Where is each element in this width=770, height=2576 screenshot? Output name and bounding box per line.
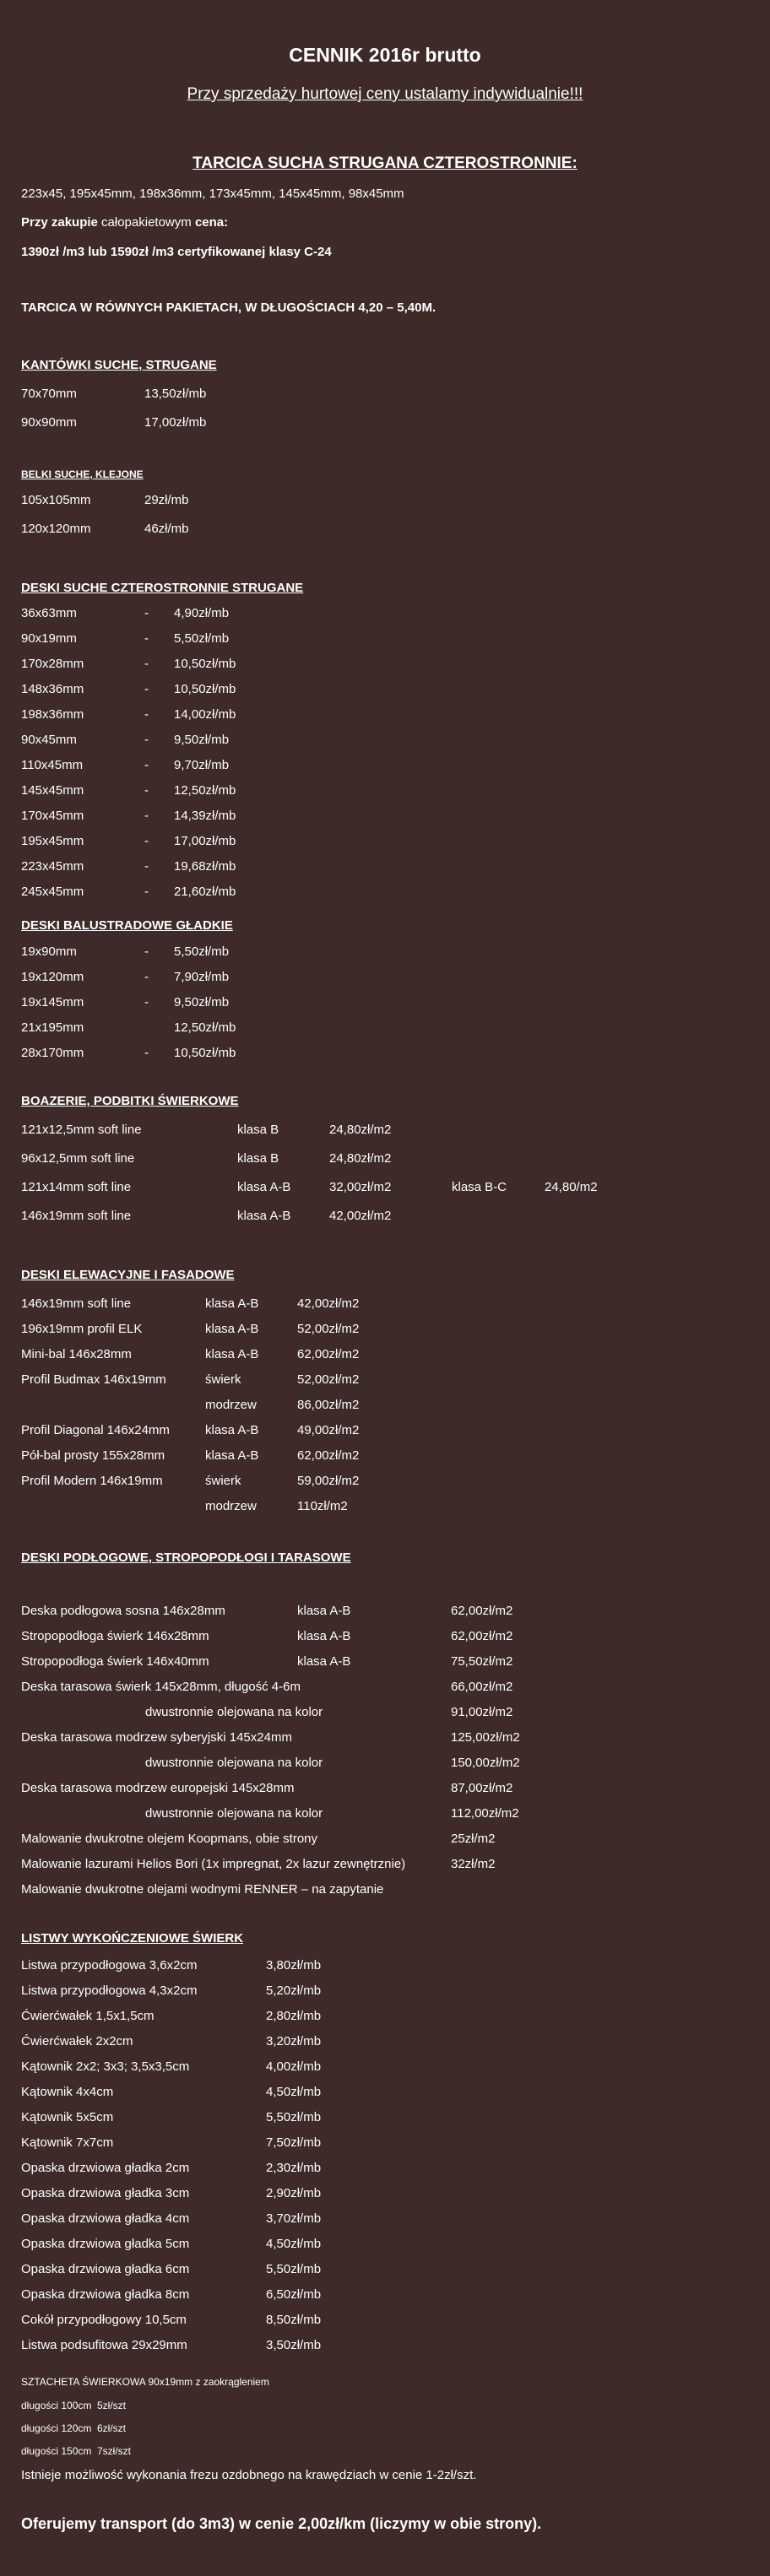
podlogowe-row-name: Malowanie dwukrotne olejami wodnymi RENNER – na zapytanie — [21, 1882, 384, 1897]
deski-suche-row-dash: - — [144, 733, 149, 747]
listwy-row-name: Kątownik 7x7cm — [21, 2135, 114, 2150]
elewacyjne-row-price: 86,00zł/m2 — [297, 1398, 360, 1412]
boazerie-row-klasa: klasa A-B — [237, 1180, 291, 1194]
balustradowe-row-dash: - — [144, 944, 149, 959]
deski-suche-row-size: 245x45mm — [21, 885, 84, 899]
sztacheta-row-name: długości 120cm — [21, 2422, 92, 2434]
deski-suche-row-dash: - — [144, 859, 149, 874]
deski-suche-heading: DESKI SUCHE CZTEROSTRONNIE STRUGANE — [21, 581, 304, 595]
podlogowe-row-klasa: klasa A-B — [297, 1654, 351, 1669]
elewacyjne-row-price: 62,00zł/m2 — [297, 1448, 360, 1463]
sztacheta-heading: SZTACHETA ŚWIERKOWA 90x19mm z zaokrągleniem — [21, 2376, 269, 2388]
deski-suche-row-price: 21,60zł/mb — [174, 885, 236, 899]
podlogowe-row-price: 112,00zł/m2 — [451, 1806, 519, 1821]
elewacyjne-row-price: 59,00zł/m2 — [297, 1474, 360, 1488]
deski-suche-row-dash: - — [144, 885, 149, 899]
deski-suche-row-dash: - — [144, 606, 149, 620]
listwy-row-name: Listwa podsufitowa 29x29mm — [21, 2338, 187, 2352]
deski-suche-row-dash: - — [144, 707, 149, 722]
sztacheta-note: Istnieje możliwość wykonania frezu ozdobnego na krawędziach w cenie 1-2zł/szt. — [21, 2468, 477, 2482]
deski-suche-row-size: 90x45mm — [21, 733, 77, 747]
balustradowe-row-price: 12,50zł/mb — [174, 1020, 236, 1035]
kantowki-row-size: 70x70mm — [21, 387, 77, 401]
listwy-row-price: 3,70zł/mb — [266, 2211, 322, 2226]
deski-suche-row-size: 198x36mm — [21, 707, 84, 722]
boazerie-row-name: 121x12,5mm soft line — [21, 1123, 142, 1137]
listwy-row-price: 5,50zł/mb — [266, 2262, 322, 2276]
sztacheta-row-name: długości 100cm — [21, 2400, 92, 2411]
podlogowe-row-price: 125,00zł/m2 — [451, 1730, 520, 1745]
kantowki-row-size: 90x90mm — [21, 415, 77, 430]
podlogowe-row-klasa: klasa A-B — [297, 1629, 351, 1643]
transport-note: Oferujemy transport (do 3m3) w cenie 2,00zł/km (liczymy w obie strony). — [21, 2515, 542, 2532]
podlogowe-row-price: 75,50zł/m2 — [451, 1654, 513, 1669]
tarcica-price-line: 1390zł /m3 lub 1590zł /m3 certyfikowanej klasy C-24 — [21, 245, 332, 259]
boazerie-row-price: 24,80zł/m2 — [329, 1123, 392, 1137]
tarcica-zakupie — [21, 215, 228, 230]
elewacyjne-row-price: 42,00zł/m2 — [297, 1296, 360, 1311]
deski-suche-row-price: 10,50zł/mb — [174, 682, 236, 696]
elewacyjne-row-klasa: klasa A-B — [205, 1347, 259, 1361]
podlogowe-row-price: 87,00zł/m2 — [451, 1781, 513, 1795]
deski-suche-row-price: 17,00zł/mb — [174, 834, 236, 848]
listwy-row-price: 3,50zł/mb — [266, 2338, 322, 2352]
deski-suche-row-dash: - — [144, 657, 149, 671]
listwy-row-name: Kątownik 5x5cm — [21, 2110, 114, 2124]
podlogowe-row-name: Stropopodłoga świerk 146x28mm — [21, 1629, 209, 1643]
listwy-row-price: 8,50zł/mb — [266, 2313, 322, 2327]
balustradowe-row-size: 28x170mm — [21, 1046, 84, 1060]
podlogowe-row-name: Deska tarasowa świerk 145x28mm, długość 4-6m — [21, 1680, 301, 1694]
balustradowe-row-size: 19x145mm — [21, 995, 84, 1009]
elewacyjne-row-klasa: świerk — [205, 1372, 241, 1387]
podlogowe-row-price: 66,00zł/m2 — [451, 1680, 513, 1694]
deski-suche-row-size: 110x45mm — [21, 758, 84, 772]
listwy-heading: LISTWY WYKOŃCZENIOWE ŚWIERK — [21, 1931, 244, 1946]
deski-suche-row-size: 170x45mm — [21, 809, 84, 823]
zakupie-bold-2: cena: — [194, 215, 229, 230]
elewacyjne-row-klasa: klasa A-B — [205, 1423, 259, 1437]
listwy-row-price: 4,00zł/mb — [266, 2059, 322, 2074]
podlogowe-row-name: dwustronnie olejowana na kolor — [145, 1705, 323, 1719]
balustradowe-row-price: 9,50zł/mb — [174, 995, 230, 1009]
podlogowe-row-price: 32zł/m2 — [451, 1857, 496, 1871]
elewacyjne-row-klasa: świerk — [205, 1474, 241, 1488]
sztacheta-row-price: 6zł/szt — [97, 2422, 127, 2434]
deski-suche-row-size: 90x19mm — [21, 631, 77, 646]
sztacheta-row-name: długości 150cm — [21, 2445, 92, 2457]
podlogowe-row-klasa: klasa A-B — [297, 1604, 351, 1618]
boazerie-row-price: 32,00zł/m2 — [329, 1180, 392, 1194]
boazerie-row-name: 121x14mm soft line — [21, 1180, 132, 1194]
listwy-row-price: 2,80zł/mb — [266, 2009, 322, 2023]
podlogowe-row-name: Deska tarasowa modrzew europejski 145x28mm — [21, 1781, 295, 1795]
podlogowe-row-price: 62,00zł/m2 — [451, 1629, 513, 1643]
listwy-row-price: 4,50zł/mb — [266, 2237, 322, 2251]
balustradowe-row-price: 10,50zł/mb — [174, 1046, 236, 1060]
listwy-row-name: Opaska drzwiowa gładka 4cm — [21, 2211, 190, 2226]
listwy-row-price: 6,50zł/mb — [266, 2287, 322, 2302]
deski-suche-row-price: 10,50zł/mb — [174, 657, 236, 671]
listwy-row-price: 2,90zł/mb — [266, 2186, 322, 2200]
podlogowe-row-price: 62,00zł/m2 — [451, 1604, 513, 1618]
deski-suche-row-size: 170x28mm — [21, 657, 84, 671]
podlogowe-row-name: Malowanie lazurami Helios Bori (1x impregnat, 2x lazur zewnętrznie) — [21, 1857, 406, 1871]
boazerie-row-klasa2: klasa B-C — [452, 1180, 507, 1194]
listwy-row-price: 7,50zł/mb — [266, 2135, 322, 2150]
podlogowe-row-name: dwustronnie olejowana na kolor — [145, 1806, 323, 1821]
listwy-row-name: Kątownik 4x4cm — [21, 2085, 114, 2099]
elewacyjne-row-klasa: klasa A-B — [205, 1448, 259, 1463]
elewacyjne-row-name: Profil Diagonal 146x24mm — [21, 1423, 170, 1437]
listwy-row-name: Opaska drzwiowa gładka 5cm — [21, 2237, 190, 2251]
balustradowe-heading: DESKI BALUSTRADOWE GŁADKIE — [21, 918, 233, 933]
listwy-row-price: 5,50zł/mb — [266, 2110, 322, 2124]
deski-suche-row-dash: - — [144, 758, 149, 772]
deski-suche-row-price: 14,39zł/mb — [174, 809, 236, 823]
listwy-row-name: Kątownik 2x2; 3x3; 3,5x3,5cm — [21, 2059, 190, 2074]
balustradowe-row-dash: - — [144, 1046, 149, 1060]
listwy-row-name: Listwa przypodłogowa 4,3x2cm — [21, 1983, 198, 1998]
boazerie-row-klasa: klasa B — [237, 1123, 279, 1137]
boazerie-row-klasa: klasa B — [237, 1151, 279, 1166]
belki-row-size: 105x105mm — [21, 493, 91, 507]
deski-suche-row-dash: - — [144, 682, 149, 696]
tarcica-sizes: 223x45, 195x45mm, 198x36mm, 173x45mm, 145x45mm, 98x45mm — [21, 187, 404, 201]
elewacyjne-row-name: 146x19mm soft line — [21, 1296, 132, 1311]
belki-row-price: 29zł/mb — [144, 493, 189, 507]
deski-suche-row-size: 195x45mm — [21, 834, 84, 848]
balustradowe-row-size: 19x90mm — [21, 944, 77, 959]
podlogowe-row-price: 91,00zł/m2 — [451, 1705, 513, 1719]
podlogowe-row-name: Malowanie dwukrotne olejem Koopmans, obie strony — [21, 1832, 318, 1846]
sztacheta-row-price: 7szł/szt — [97, 2445, 132, 2457]
elewacyjne-row-klasa: modrzew — [205, 1398, 257, 1412]
kantowki-row-price: 13,50zł/mb — [144, 387, 207, 401]
balustradowe-row-dash: - — [144, 995, 149, 1009]
elewacyjne-row-klasa: klasa A-B — [205, 1296, 259, 1311]
listwy-row-name: Listwa przypodłogowa 3,6x2cm — [21, 1958, 198, 1973]
balustradowe-row-size: 21x195mm — [21, 1020, 84, 1035]
listwy-row-name: Cokół przypodłogowy 10,5cm — [21, 2313, 187, 2327]
deski-suche-row-size: 36x63mm — [21, 606, 77, 620]
boazerie-row-name: 146x19mm soft line — [21, 1209, 132, 1223]
listwy-row-name: Ćwierćwałek 2x2cm — [21, 2034, 133, 2048]
listwy-row-price: 3,20zł/mb — [266, 2034, 322, 2048]
deski-suche-row-price: 4,90zł/mb — [174, 606, 230, 620]
listwy-row-name: Ćwierćwałek 1,5x1,5cm — [21, 2009, 155, 2023]
listwy-row-name: Opaska drzwiowa gładka 8cm — [21, 2287, 190, 2302]
elewacyjne-heading: DESKI ELEWACYJNE I FASADOWE — [21, 1268, 235, 1282]
elewacyjne-row-price: 49,00zł/m2 — [297, 1423, 360, 1437]
listwy-row-price: 4,50zł/mb — [266, 2085, 322, 2099]
page-subtitle: Przy sprzedaży hurtowej ceny ustalamy indywidualnie!!! — [187, 85, 583, 103]
deski-suche-row-dash: - — [144, 631, 149, 646]
tarcica-heading: TARCICA SUCHA STRUGANA CZTEROSTRONNIE: — [192, 154, 578, 172]
sztacheta-row-price: 5zł/szt — [97, 2400, 127, 2411]
deski-suche-row-price: 9,50zł/mb — [174, 733, 230, 747]
elewacyjne-row-name: 196x19mm profil ELK — [21, 1322, 143, 1336]
boazerie-row-price: 42,00zł/m2 — [329, 1209, 392, 1223]
podlogowe-row-price: 150,00zł/m2 — [451, 1756, 520, 1770]
deski-suche-row-size: 148x36mm — [21, 682, 84, 696]
listwy-row-price: 5,20zł/mb — [266, 1983, 322, 1998]
zakupie-normal: całopakietowym — [97, 215, 195, 230]
elewacyjne-row-name: Mini-bal 146x28mm — [21, 1347, 132, 1361]
listwy-row-name: Opaska drzwiowa gładka 6cm — [21, 2262, 190, 2276]
podlogowe-row-name: Stropopodłoga świerk 146x40mm — [21, 1654, 209, 1669]
elewacyjne-row-price: 62,00zł/m2 — [297, 1347, 360, 1361]
belki-heading: BELKI SUCHE, KLEJONE — [21, 468, 144, 480]
elewacyjne-row-klasa: modrzew — [205, 1499, 257, 1513]
deski-suche-row-size: 223x45mm — [21, 859, 84, 874]
balustradowe-row-price: 5,50zł/mb — [174, 944, 230, 959]
listwy-row-price: 2,30zł/mb — [266, 2161, 322, 2175]
elewacyjne-row-klasa: klasa A-B — [205, 1322, 259, 1336]
deski-suche-row-dash: - — [144, 809, 149, 823]
elewacyjne-row-name: Pół-bal prosty 155x28mm — [21, 1448, 165, 1463]
boazerie-heading: BOAZERIE, PODBITKI ŚWIERKOWE — [21, 1094, 239, 1108]
tarcica-pakiety: TARCICA W RÓWNYCH PAKIETACH, W DŁUGOŚCIACH 4,20 – 5,40M. — [21, 300, 437, 315]
deski-suche-row-price: 9,70zł/mb — [174, 758, 230, 772]
kantowki-heading: KANTÓWKI SUCHE, STRUGANE — [21, 358, 217, 372]
elewacyjne-row-price: 52,00zł/m2 — [297, 1372, 360, 1387]
boazerie-row-price2: 24,80/m2 — [545, 1180, 598, 1194]
listwy-row-name: Opaska drzwiowa gładka 2cm — [21, 2161, 190, 2175]
podlogowe-heading: DESKI PODŁOGOWE, STROPOPODŁOGI I TARASOWE — [21, 1550, 351, 1565]
balustradowe-row-size: 19x120mm — [21, 970, 84, 984]
boazerie-row-klasa: klasa A-B — [237, 1209, 291, 1223]
deski-suche-row-dash: - — [144, 834, 149, 848]
deski-suche-row-price: 5,50zł/mb — [174, 631, 230, 646]
balustradowe-row-price: 7,90zł/mb — [174, 970, 230, 984]
zakupie-bold-1: Przy zakupie — [21, 215, 98, 230]
podlogowe-row-price: 25zł/m2 — [451, 1832, 496, 1846]
deski-suche-row-size: 145x45mm — [21, 783, 84, 798]
boazerie-row-name: 96x12,5mm soft line — [21, 1151, 135, 1166]
deski-suche-row-price: 12,50zł/mb — [174, 783, 236, 798]
boazerie-row-price: 24,80zł/m2 — [329, 1151, 392, 1166]
podlogowe-row-name: dwustronnie olejowana na kolor — [145, 1756, 323, 1770]
deski-suche-row-dash: - — [144, 783, 149, 798]
deski-suche-row-price: 19,68zł/mb — [174, 859, 236, 874]
podlogowe-row-name: Deska podłogowa sosna 146x28mm — [21, 1604, 225, 1618]
listwy-row-name: Opaska drzwiowa gładka 3cm — [21, 2186, 190, 2200]
elewacyjne-row-price: 52,00zł/m2 — [297, 1322, 360, 1336]
deski-suche-row-price: 14,00zł/mb — [174, 707, 236, 722]
elewacyjne-row-name: Profil Budmax 146x19mm — [21, 1372, 166, 1387]
belki-row-price: 46zł/mb — [144, 522, 189, 536]
belki-row-size: 120x120mm — [21, 522, 91, 536]
listwy-row-price: 3,80zł/mb — [266, 1958, 322, 1973]
elewacyjne-row-price: 110zł/m2 — [297, 1499, 348, 1513]
elewacyjne-row-name: Profil Modern 146x19mm — [21, 1474, 163, 1488]
balustradowe-row-dash: - — [144, 970, 149, 984]
podlogowe-row-name: Deska tarasowa modrzew syberyjski 145x24mm — [21, 1730, 292, 1745]
page-title: CENNIK 2016r brutto — [289, 44, 481, 66]
kantowki-row-price: 17,00zł/mb — [144, 415, 207, 430]
